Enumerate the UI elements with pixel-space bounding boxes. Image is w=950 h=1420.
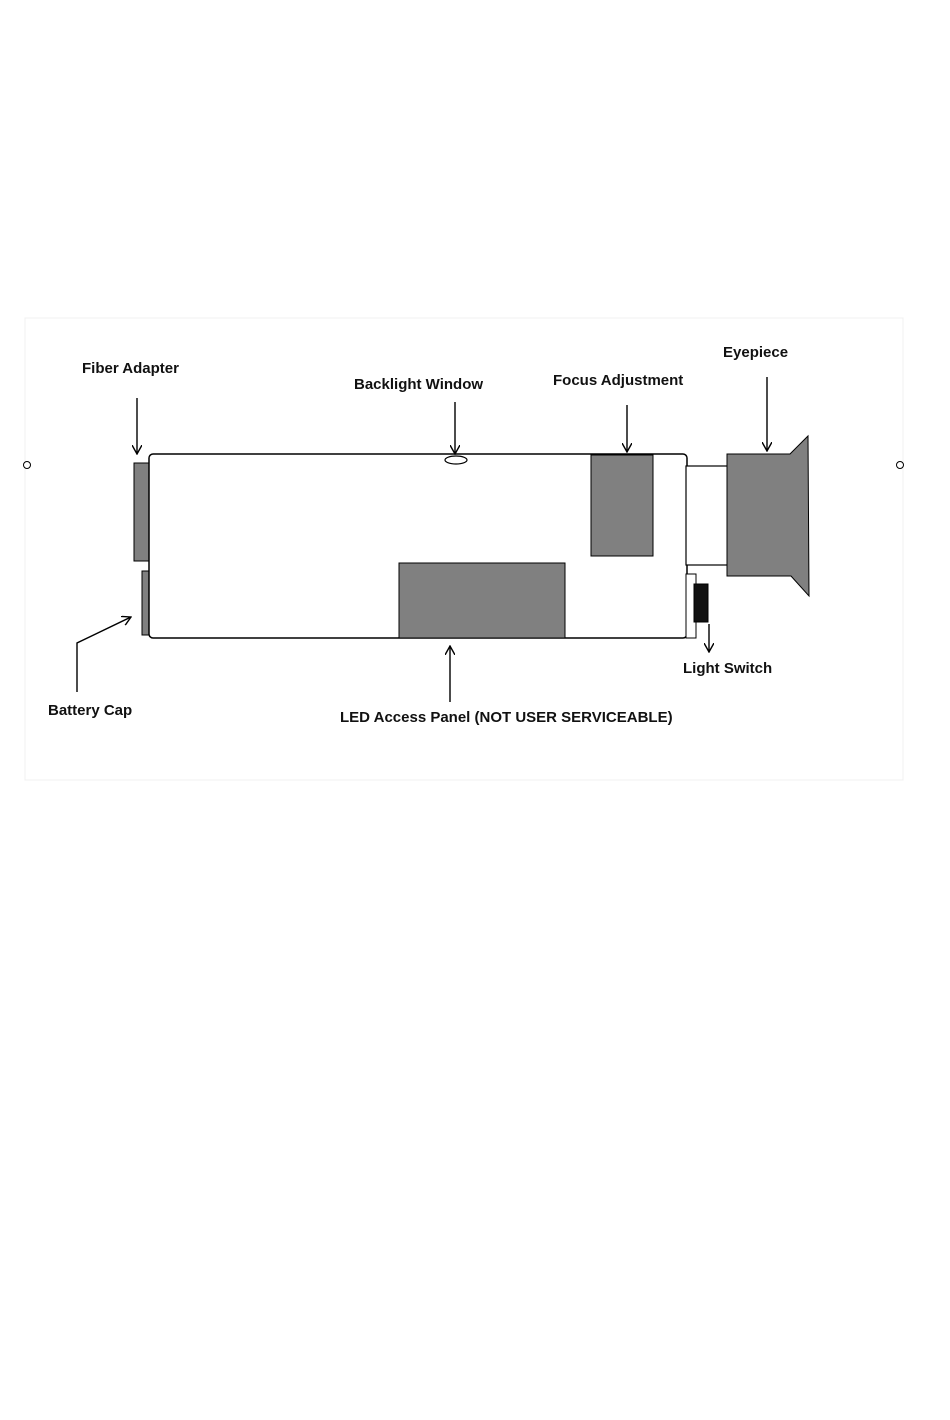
- eyepiece-label: Eyepiece: [723, 344, 789, 361]
- light-switch: [694, 584, 708, 622]
- backlight-window-label: Backlight Window: [354, 376, 484, 393]
- backlight-window: [445, 456, 467, 464]
- registration-mark-right: [897, 462, 904, 469]
- eyepiece-neck: [686, 466, 728, 565]
- light-switch-label: Light Switch: [683, 660, 773, 677]
- battery-cap-arrow: [77, 617, 131, 692]
- registration-mark-left: [24, 462, 31, 469]
- eyepiece-block: [727, 436, 809, 596]
- fiber-adapter-block: [134, 463, 149, 561]
- battery-cap-label: Battery Cap: [48, 702, 133, 719]
- led-access-panel-block: [399, 563, 565, 638]
- led-access-panel-label: LED Access Panel (NOT USER SERVICEABLE): [340, 709, 673, 726]
- fiber-adapter-label: Fiber Adapter: [82, 360, 179, 377]
- focus-adjustment-label: Focus Adjustment: [553, 372, 684, 389]
- focus-adjustment-block: [591, 455, 653, 556]
